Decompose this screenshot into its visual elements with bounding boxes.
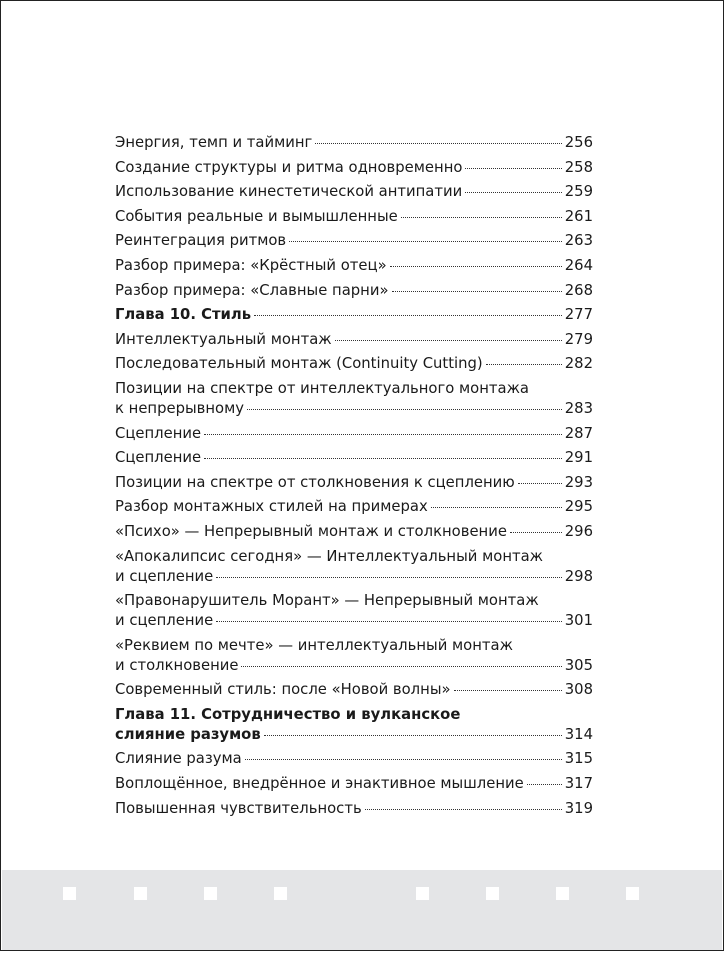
toc-entry-title: Разбор примера: «Крёстный отец»	[115, 256, 387, 274]
toc-entry[interactable]	[115, 159, 593, 176]
decorative-square	[134, 887, 147, 900]
toc-page-number: 308	[564, 681, 593, 699]
toc-entry-line	[115, 257, 593, 274]
toc-entry-title: слияние разумов	[115, 725, 261, 743]
toc-page-number: 293	[564, 473, 593, 491]
toc-entry[interactable]	[115, 208, 593, 225]
toc-entry[interactable]	[115, 592, 593, 629]
dot-leader	[245, 759, 562, 760]
toc-entry-title: Создание структуры и ритма одновременно	[115, 158, 463, 176]
toc-entry-title: «Реквием по мечте» — интеллектуальный монтаж	[115, 636, 513, 654]
toc-page-number: 261	[564, 207, 593, 225]
toc-entry[interactable]	[115, 498, 593, 515]
toc-entry-line	[115, 568, 593, 585]
toc-entry-line	[115, 706, 593, 723]
dot-leader	[241, 666, 561, 667]
toc-entry-title: к непрерывному	[115, 399, 245, 417]
toc-entry[interactable]	[115, 474, 593, 491]
dot-leader	[465, 192, 562, 193]
toc-page-number: 314	[564, 725, 593, 743]
toc-entry-title: Сцепление	[115, 449, 202, 467]
dot-leader	[518, 483, 562, 484]
toc-entry[interactable]	[115, 282, 593, 299]
toc-entry[interactable]	[115, 681, 593, 698]
toc-entry-line	[115, 637, 593, 654]
toc-page-number: 277	[564, 306, 593, 324]
toc-entry-line	[115, 474, 593, 491]
toc-entry[interactable]	[115, 331, 593, 348]
table-of-contents	[115, 134, 593, 817]
toc-entry-title: Интеллектуальный монтаж	[115, 330, 332, 348]
toc-entry[interactable]	[115, 380, 593, 417]
toc-chapter-entry[interactable]	[115, 306, 593, 323]
decorative-square	[274, 887, 287, 900]
toc-entry[interactable]	[115, 232, 593, 249]
toc-entry-line	[115, 282, 593, 299]
toc-entry-title: Сцепление	[115, 424, 202, 442]
toc-page-number: 282	[564, 355, 593, 373]
toc-page-number: 317	[564, 775, 593, 793]
toc-entry-title: Использование кинестетической антипатии	[115, 183, 463, 201]
toc-page-number: 256	[564, 134, 593, 151]
toc-entry-title: Глава 10. Стиль	[115, 306, 252, 324]
toc-entry-title: Глава 11. Сотрудничество и вулканское	[115, 705, 461, 723]
toc-entry[interactable]	[115, 425, 593, 442]
toc-chapter-entry[interactable]	[115, 706, 593, 743]
toc-page-number: 296	[564, 522, 593, 540]
dot-leader	[204, 458, 562, 459]
dot-leader	[289, 241, 562, 242]
toc-entry-title: Позиции на спектре от столкновения к сцеплению	[115, 473, 515, 491]
toc-entry-line	[115, 498, 593, 515]
dot-leader	[335, 340, 562, 341]
toc-entry-line	[115, 800, 593, 817]
dot-leader	[392, 291, 562, 292]
toc-entry-line	[115, 681, 593, 698]
toc-entry-title: Повышенная чувствительность	[115, 799, 362, 817]
dot-leader	[390, 266, 562, 267]
toc-entry[interactable]	[115, 257, 593, 274]
toc-entry-title: Реинтеграция ритмов	[115, 232, 287, 250]
toc-page-number: 268	[564, 281, 593, 299]
toc-entry-title: «Правонарушитель Морант» — Непрерывный монтаж	[115, 592, 539, 610]
dot-leader	[315, 143, 561, 144]
toc-entry[interactable]	[115, 548, 593, 585]
toc-page-number: 259	[564, 183, 593, 201]
toc-entry[interactable]	[115, 355, 593, 372]
toc-entry-title: Последовательный монтаж (Continuity Cutting)	[115, 355, 483, 373]
toc-entry-title: Разбор примера: «Славные парни»	[115, 281, 389, 299]
toc-page-number: 264	[564, 256, 593, 274]
toc-entry-line	[115, 657, 593, 674]
toc-page-number: 301	[564, 612, 593, 630]
dot-leader	[216, 577, 561, 578]
toc-entry-title: Современный стиль: после «Новой волны»	[115, 681, 451, 699]
toc-entry-title: Воплощённое, внедрённое и энактивное мышление	[115, 775, 524, 793]
decorative-square	[204, 887, 217, 900]
toc-entry-line	[115, 355, 593, 372]
dot-leader	[486, 364, 562, 365]
toc-page-number: 279	[564, 330, 593, 348]
toc-entry[interactable]	[115, 449, 593, 466]
toc-entry-line	[115, 726, 593, 743]
toc-entry-line	[115, 380, 593, 397]
toc-entry-line	[115, 159, 593, 176]
toc-entry-title: «Психо» — Непрерывный монтаж и столкновение	[115, 522, 507, 540]
toc-entry-title: Позиции на спектре от интеллектуального монтажа	[115, 379, 529, 397]
dot-leader	[401, 217, 562, 218]
toc-page-number: 319	[564, 799, 593, 817]
toc-entry[interactable]	[115, 523, 593, 540]
toc-entry[interactable]	[115, 183, 593, 200]
toc-page-number: 287	[564, 424, 593, 442]
toc-entry-line	[115, 449, 593, 466]
toc-entry[interactable]	[115, 775, 593, 792]
decorative-square	[626, 887, 639, 900]
toc-entry-line	[115, 750, 593, 767]
decorative-square	[63, 887, 76, 900]
toc-page-number: 263	[564, 232, 593, 250]
toc-page-number: 258	[564, 158, 593, 176]
dot-leader	[264, 735, 562, 736]
dot-leader	[365, 809, 562, 810]
toc-entry-line	[115, 400, 593, 417]
toc-entry[interactable]	[115, 134, 593, 151]
toc-entry-line	[115, 612, 593, 629]
toc-entry-line	[115, 548, 593, 565]
toc-entry-title: Слияние разума	[115, 750, 242, 768]
toc-entry-line	[115, 232, 593, 249]
decorative-square	[486, 887, 499, 900]
footer-band	[2, 870, 722, 951]
toc-entry[interactable]	[115, 637, 593, 674]
toc-entry-line	[115, 183, 593, 200]
toc-page-number: 315	[564, 750, 593, 768]
toc-entry[interactable]	[115, 800, 593, 817]
decorative-square	[556, 887, 569, 900]
dot-leader	[510, 532, 562, 533]
toc-entry-line	[115, 306, 593, 323]
dot-leader	[247, 409, 562, 410]
toc-page-number: 298	[564, 567, 593, 585]
toc-entry-line	[115, 775, 593, 792]
toc-entry-title: События реальные и вымышленные	[115, 207, 398, 225]
toc-entry-line	[115, 425, 593, 442]
toc-entry-line	[115, 592, 593, 609]
toc-entry-title: Энергия, темп и тайминг	[115, 134, 313, 151]
dot-leader	[454, 690, 562, 691]
toc-page-number: 291	[564, 449, 593, 467]
dot-leader	[527, 784, 562, 785]
dot-leader	[465, 168, 561, 169]
toc-entry-title: Разбор монтажных стилей на примерах	[115, 498, 428, 516]
toc-page-number: 305	[564, 656, 593, 674]
toc-entry-title: и сцепление	[115, 567, 214, 585]
decorative-square	[416, 887, 429, 900]
dot-leader	[204, 434, 562, 435]
toc-page-number: 283	[564, 399, 593, 417]
toc-entry-title: и столкновение	[115, 656, 239, 674]
toc-entry-line	[115, 523, 593, 540]
dot-leader	[431, 507, 562, 508]
dot-leader	[216, 621, 561, 622]
toc-entry-title: «Апокалипсис сегодня» — Интеллектуальный монтаж	[115, 547, 544, 565]
toc-page-number: 295	[564, 498, 593, 516]
toc-entry-title: и сцепление	[115, 612, 214, 630]
toc-entry-line	[115, 208, 593, 225]
toc-entry-line	[115, 134, 593, 151]
dot-leader	[254, 315, 562, 316]
toc-entry-line	[115, 331, 593, 348]
toc-entry[interactable]	[115, 750, 593, 767]
